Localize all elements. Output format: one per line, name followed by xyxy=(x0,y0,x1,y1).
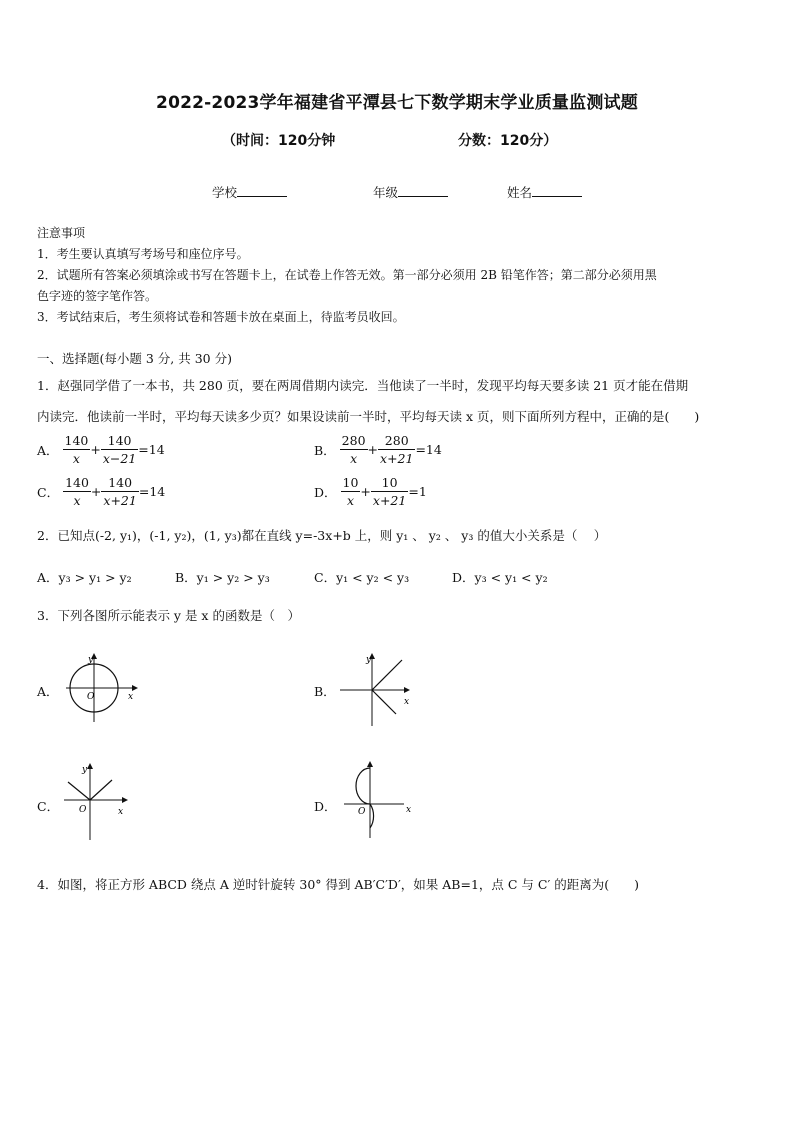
note-item: 2．试题所有答案必须填涂或书写在答题卡上，在试卷上作答无效。第一部分必须用 2B 铅笔作答；第二部分必须用黑 xyxy=(37,268,657,282)
exam-score: 分数：120分） xyxy=(458,133,558,149)
operator: + xyxy=(360,484,371,499)
operator: + xyxy=(90,442,101,457)
graph-c-v xyxy=(62,762,142,842)
q1-option-b[interactable] xyxy=(314,432,442,467)
fraction xyxy=(378,432,415,467)
fraction xyxy=(101,474,138,509)
fraction xyxy=(341,474,361,509)
option-label: A． xyxy=(37,442,59,458)
numerator: 140 xyxy=(64,433,89,448)
grade-label: 年级 xyxy=(373,185,399,200)
axis-x-label: x xyxy=(128,692,134,702)
q1-line1: 1．赵强同学借了一本书，共 280 页，要在两周借期内读完．当他读了一半时，发现平均每天要多读 21 页才能在借期 xyxy=(37,378,689,393)
rhs: =14 xyxy=(138,442,165,457)
graph-a-circle xyxy=(64,652,140,724)
option-label: C． xyxy=(37,484,60,500)
q3-option-c-label[interactable]: C． xyxy=(37,799,60,814)
axis-y-label: y xyxy=(366,655,372,665)
grade-blank[interactable] xyxy=(398,185,448,197)
name-blank[interactable] xyxy=(532,185,582,197)
origin-label: O xyxy=(87,692,95,702)
denominator: x+21 xyxy=(380,451,414,466)
numerator: 280 xyxy=(341,433,366,448)
denominator: x+21 xyxy=(372,493,407,508)
fraction xyxy=(101,432,138,467)
note-item: 1．考生要认真填写考场号和座位序号。 xyxy=(37,247,249,261)
denominator: x xyxy=(73,493,81,508)
axis-x-label: x xyxy=(118,807,124,817)
numerator: 140 xyxy=(101,474,138,492)
origin-label: O xyxy=(358,807,366,817)
denominator: x xyxy=(350,451,358,466)
school-blank[interactable] xyxy=(237,185,287,197)
exam-time: （时间：120分钟 xyxy=(222,133,336,149)
q1-option-a[interactable] xyxy=(37,432,165,467)
rhs: =1 xyxy=(408,484,427,499)
origin-label: O xyxy=(79,805,87,815)
q2-option-b[interactable]: B．y₁ > y₂ > y₃ xyxy=(175,570,270,585)
q1-option-c[interactable] xyxy=(37,474,165,509)
school-field xyxy=(212,183,287,201)
numerator: 140 xyxy=(101,432,138,450)
numerator: 10 xyxy=(342,475,359,490)
axis-x-label: x xyxy=(406,805,412,815)
q4-text: 4．如图，将正方形 ABCD 绕点 A 逆时针旋转 30° 得到 AB′C′D′，如果 AB=1，点 C 与 C′ 的距离为( ) xyxy=(37,877,640,892)
q2-text: 2．已知点(-2, y₁)，(-1, y₂)，(1, y₃)都在直线 y=-3x+b 上，则 y₁ 、 y₂ 、 y₃ 的值大小关系是（ ） xyxy=(37,528,607,543)
denominator: x−21 xyxy=(102,451,137,466)
notes-title: 注意事项 xyxy=(37,226,86,240)
name-field xyxy=(507,183,582,201)
note-item: 色字迹的签字笔作答。 xyxy=(37,289,158,303)
numerator: 10 xyxy=(371,474,408,492)
graph-b-abs xyxy=(338,652,414,728)
fraction xyxy=(371,474,408,509)
fraction xyxy=(340,432,368,467)
section-title: 一、选择题(每小题 3 分, 共 30 分) xyxy=(37,351,232,366)
name-label: 姓名 xyxy=(507,185,533,200)
axis-x-label: x xyxy=(404,697,410,707)
operator: + xyxy=(90,484,102,499)
q3-option-a-label[interactable]: A． xyxy=(37,684,59,699)
q3-option-d-label[interactable]: D． xyxy=(314,799,337,814)
grade-field xyxy=(373,183,448,201)
school-label: 学校 xyxy=(212,185,238,200)
option-label: B． xyxy=(314,442,336,458)
rhs: =14 xyxy=(138,484,166,499)
exam-title: 2022-2023学年福建省平潭县七下数学期末学业质量监测试题 xyxy=(156,93,638,113)
note-item: 3．考试结束后，考生须将试卷和答题卡放在桌面上，待监考员收回。 xyxy=(37,310,405,324)
numerator: 280 xyxy=(378,432,415,450)
fraction xyxy=(63,474,91,509)
denominator: x xyxy=(346,493,354,508)
q1-option-d[interactable] xyxy=(314,474,427,509)
denominator: x+21 xyxy=(103,493,137,508)
operator: + xyxy=(367,442,379,457)
q2-option-c[interactable]: C．y₁ < y₂ < y₃ xyxy=(314,570,410,585)
q1-line2: 内读完．他读前一半时，平均每天读多少页？如果设读前一半时，平均每天读 x 页，则下面所列方程中，正确的是( ) xyxy=(37,409,700,424)
axis-y-label: y xyxy=(88,655,94,665)
q2-option-a[interactable]: A．y₃ > y₁ > y₂ xyxy=(37,570,132,585)
fraction xyxy=(63,432,91,467)
rhs: =14 xyxy=(415,442,442,457)
q3-option-b-label[interactable]: B． xyxy=(314,684,336,699)
axis-y-label: y xyxy=(82,765,88,775)
q2-option-d[interactable]: D．y₃ < y₁ < y₂ xyxy=(452,570,548,585)
denominator: x xyxy=(72,451,80,466)
graph-d-s-curve xyxy=(342,760,418,840)
option-label: D． xyxy=(314,484,337,500)
q3-text: 3．下列各图所示能表示 y 是 x 的函数是（ ） xyxy=(37,608,300,623)
numerator: 140 xyxy=(65,475,89,490)
